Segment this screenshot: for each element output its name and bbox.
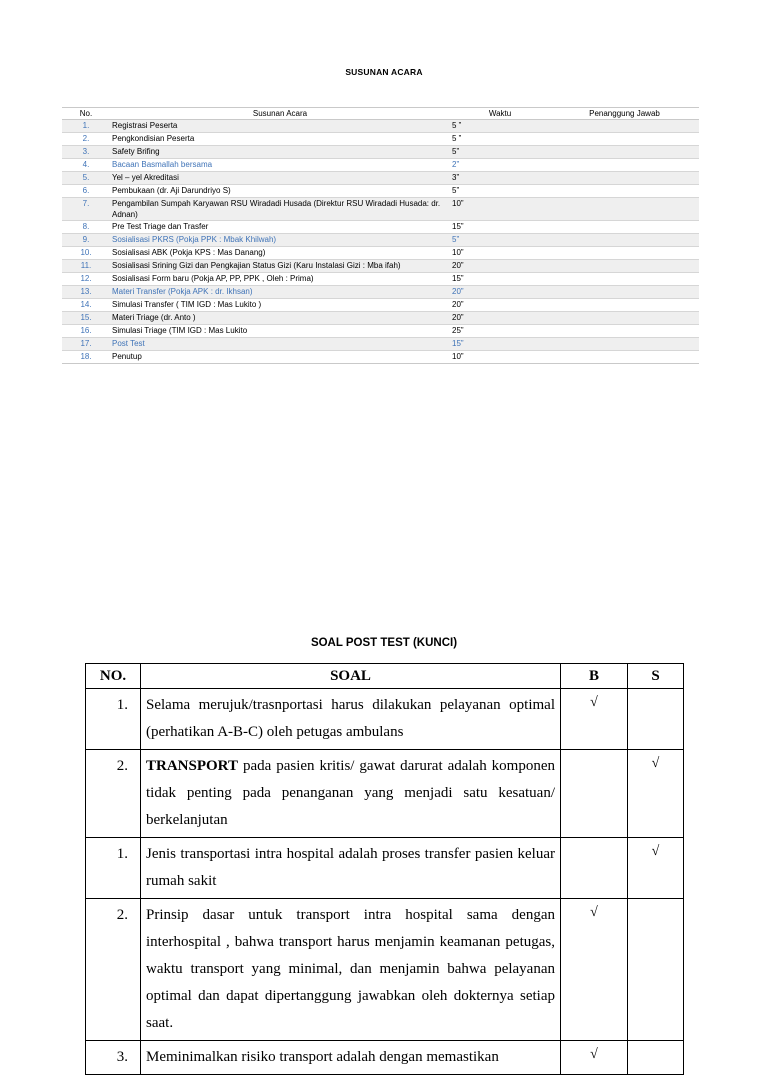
acara-cell-text: Pre Test Triage dan Trasfer	[110, 221, 450, 234]
acara-cell-text: Post Test	[110, 338, 450, 351]
acara-cell-waktu: 20”	[450, 260, 550, 273]
soal-text: Prinsip dasar untuk transport intra hospital sama dengan interhospital , bahwa transport harus menjamin keamanan petugas, waktu transport yang minimal, dan menjamin bahwa pelayanan optimal dan dapat dipertanggung jawabkan oleh dokternya setiap saat.	[146, 907, 555, 1031]
acara-cell-pj	[550, 351, 699, 364]
acara-cell-pj	[550, 260, 699, 273]
acara-cell-no: 17.	[62, 338, 110, 351]
acara-header-pj: Penanggung Jawab	[550, 108, 699, 120]
acara-cell-waktu: 5 ”	[450, 120, 550, 133]
acara-cell-text: Pengkondisian Peserta	[110, 133, 450, 146]
acara-cell-waktu: 5”	[450, 185, 550, 198]
acara-row	[62, 299, 699, 312]
acara-cell-no: 4.	[62, 159, 110, 172]
acara-cell-no: 11.	[62, 260, 110, 273]
acara-cell-pj	[550, 234, 699, 247]
acara-row	[62, 351, 699, 364]
acara-header-no: No.	[62, 108, 110, 120]
soal-cell-no: 3.	[86, 1041, 141, 1075]
acara-row	[62, 247, 699, 260]
acara-cell-waktu: 15”	[450, 338, 550, 351]
soal-cell-text	[141, 689, 561, 750]
soal-cell-no: 2.	[86, 750, 141, 838]
acara-row	[62, 325, 699, 338]
soal-row	[86, 838, 684, 899]
acara-cell-waktu: 25”	[450, 325, 550, 338]
acara-cell-text: Materi Transfer (Pokja APK : dr. Ikhsan)	[110, 286, 450, 299]
soal-cell-text	[141, 750, 561, 838]
acara-row	[62, 198, 699, 221]
acara-cell-text: Yel – yel Akreditasi	[110, 172, 450, 185]
acara-cell-no: 7.	[62, 198, 110, 221]
acara-cell-text: Pembukaan (dr. Aji Darundriyo S)	[110, 185, 450, 198]
acara-cell-waktu: 15”	[450, 273, 550, 286]
acara-cell-no: 15.	[62, 312, 110, 325]
soal-row	[86, 750, 684, 838]
acara-cell-no: 5.	[62, 172, 110, 185]
acara-cell-pj	[550, 159, 699, 172]
soal-header-row	[86, 664, 684, 689]
acara-cell-no: 12.	[62, 273, 110, 286]
acara-cell-pj	[550, 273, 699, 286]
acara-row	[62, 146, 699, 159]
acara-cell-no: 18.	[62, 351, 110, 364]
acara-cell-text: Penutup	[110, 351, 450, 364]
soal-cell-text	[141, 899, 561, 1041]
soal-row	[86, 1041, 684, 1075]
acara-row	[62, 273, 699, 286]
acara-cell-waktu: 10”	[450, 247, 550, 260]
acara-cell-pj	[550, 185, 699, 198]
acara-cell-text: Sosialisasi PKRS (Pokja PPK : Mbak Khilwah)	[110, 234, 450, 247]
acara-cell-no: 13.	[62, 286, 110, 299]
soal-table	[85, 663, 684, 1075]
acara-cell-text: Simulasi Triage (TIM IGD : Mas Lukito	[110, 325, 450, 338]
acara-title: SUSUNAN ACARA	[345, 67, 423, 77]
acara-cell-pj	[550, 172, 699, 185]
soal-text: pada pasien kritis/ gawat darurat adalah komponen tidak penting pada penanganan yang menjadi satu kesatuan/ berkelanjutan	[146, 758, 555, 828]
acara-header-waktu: Waktu	[450, 108, 550, 120]
soal-text: Meminimalkan risiko transport adalah dengan memastikan	[146, 1049, 499, 1065]
acara-cell-pj	[550, 312, 699, 325]
soal-title: SOAL POST TEST (KUNCI)	[310, 637, 458, 649]
acara-cell-pj	[550, 299, 699, 312]
acara-row	[62, 185, 699, 198]
soal-bold-lead: TRANSPORT	[146, 758, 238, 774]
acara-row	[62, 120, 699, 133]
acara-row	[62, 338, 699, 351]
soal-cell-b-checkmark	[561, 750, 628, 838]
acara-cell-text: Materi Triage (dr. Anto )	[110, 312, 450, 325]
soal-row	[86, 689, 684, 750]
acara-row	[62, 286, 699, 299]
acara-row	[62, 312, 699, 325]
soal-text: Jenis transportasi intra hospital adalah proses transfer pasien keluar rumah sakit	[146, 846, 555, 889]
soal-cell-no: 1.	[86, 838, 141, 899]
acara-cell-no: 2.	[62, 133, 110, 146]
acara-cell-no: 9.	[62, 234, 110, 247]
acara-cell-pj	[550, 146, 699, 159]
acara-cell-text: Sosialisasi ABK (Pokja KPS : Mas Danang)	[110, 247, 450, 260]
acara-cell-waktu: 5 ”	[450, 133, 550, 146]
soal-cell-no: 1.	[86, 689, 141, 750]
soal-text: Selama merujuk/trasnportasi harus dilakukan pelayanan optimal (perhatikan A-B-C) oleh petugas ambulans	[146, 697, 555, 740]
acara-cell-no: 10.	[62, 247, 110, 260]
acara-cell-pj	[550, 120, 699, 133]
acara-cell-no: 8.	[62, 221, 110, 234]
acara-cell-text: Registrasi Peserta	[110, 120, 450, 133]
acara-cell-pj	[550, 133, 699, 146]
acara-cell-pj	[550, 247, 699, 260]
acara-cell-waktu: 20”	[450, 286, 550, 299]
acara-row	[62, 172, 699, 185]
acara-cell-waktu: 5”	[450, 234, 550, 247]
acara-cell-pj	[550, 286, 699, 299]
soal-header-no: NO.	[86, 664, 141, 689]
acara-cell-no: 6.	[62, 185, 110, 198]
soal-cell-s-checkmark	[628, 899, 684, 1041]
acara-cell-waktu: 5”	[450, 146, 550, 159]
acara-cell-waktu: 3”	[450, 172, 550, 185]
soal-cell-s-checkmark	[628, 689, 684, 750]
acara-cell-waktu: 10”	[450, 198, 550, 221]
acara-cell-no: 14.	[62, 299, 110, 312]
acara-table	[62, 107, 699, 364]
acara-header-susunan: Susunan Acara	[110, 108, 450, 120]
soal-cell-s-checkmark	[628, 1041, 684, 1075]
acara-row	[62, 221, 699, 234]
soal-cell-b-checkmark: √	[561, 899, 628, 1041]
acara-cell-no: 1.	[62, 120, 110, 133]
acara-cell-pj	[550, 325, 699, 338]
acara-cell-waktu: 20”	[450, 299, 550, 312]
acara-cell-text: Pengambilan Sumpah Karyawan RSU Wiradadi Husada (Direktur RSU Wiradadi Husada: dr. Adnan)	[110, 198, 450, 221]
acara-cell-waktu: 2”	[450, 159, 550, 172]
soal-cell-s-checkmark: √	[628, 750, 684, 838]
acara-cell-waktu: 15”	[450, 221, 550, 234]
acara-cell-pj	[550, 221, 699, 234]
acara-header-row	[62, 108, 699, 120]
acara-cell-text: Bacaan Basmallah bersama	[110, 159, 450, 172]
acara-cell-no: 3.	[62, 146, 110, 159]
soal-header-b: B	[561, 664, 628, 689]
acara-cell-pj	[550, 338, 699, 351]
soal-cell-b-checkmark: √	[561, 1041, 628, 1075]
soal-header-s: S	[628, 664, 684, 689]
acara-cell-text: Safety Brifing	[110, 146, 450, 159]
soal-cell-b-checkmark	[561, 838, 628, 899]
soal-cell-text	[141, 1041, 561, 1075]
acara-cell-text: Simulasi Transfer ( TIM IGD : Mas Lukito )	[110, 299, 450, 312]
acara-body	[62, 120, 699, 364]
acara-cell-text: Sosialisasi Srining Gizi dan Pengkajian Status Gizi (Karu Instalasi Gizi : Mba ifah)	[110, 260, 450, 273]
acara-cell-waktu: 10”	[450, 351, 550, 364]
soal-body	[86, 689, 684, 1075]
acara-row	[62, 159, 699, 172]
acara-row	[62, 234, 699, 247]
soal-cell-text	[141, 838, 561, 899]
acara-cell-pj	[550, 198, 699, 221]
acara-cell-no: 16.	[62, 325, 110, 338]
soal-header-soal: SOAL	[141, 664, 561, 689]
soal-cell-no: 2.	[86, 899, 141, 1041]
acara-cell-text: Sosialisasi Form baru (Pokja AP, PP, PPK , Oleh : Prima)	[110, 273, 450, 286]
acara-cell-waktu: 20”	[450, 312, 550, 325]
soal-cell-b-checkmark: √	[561, 689, 628, 750]
acara-row	[62, 260, 699, 273]
acara-row	[62, 133, 699, 146]
soal-cell-s-checkmark: √	[628, 838, 684, 899]
soal-row	[86, 899, 684, 1041]
